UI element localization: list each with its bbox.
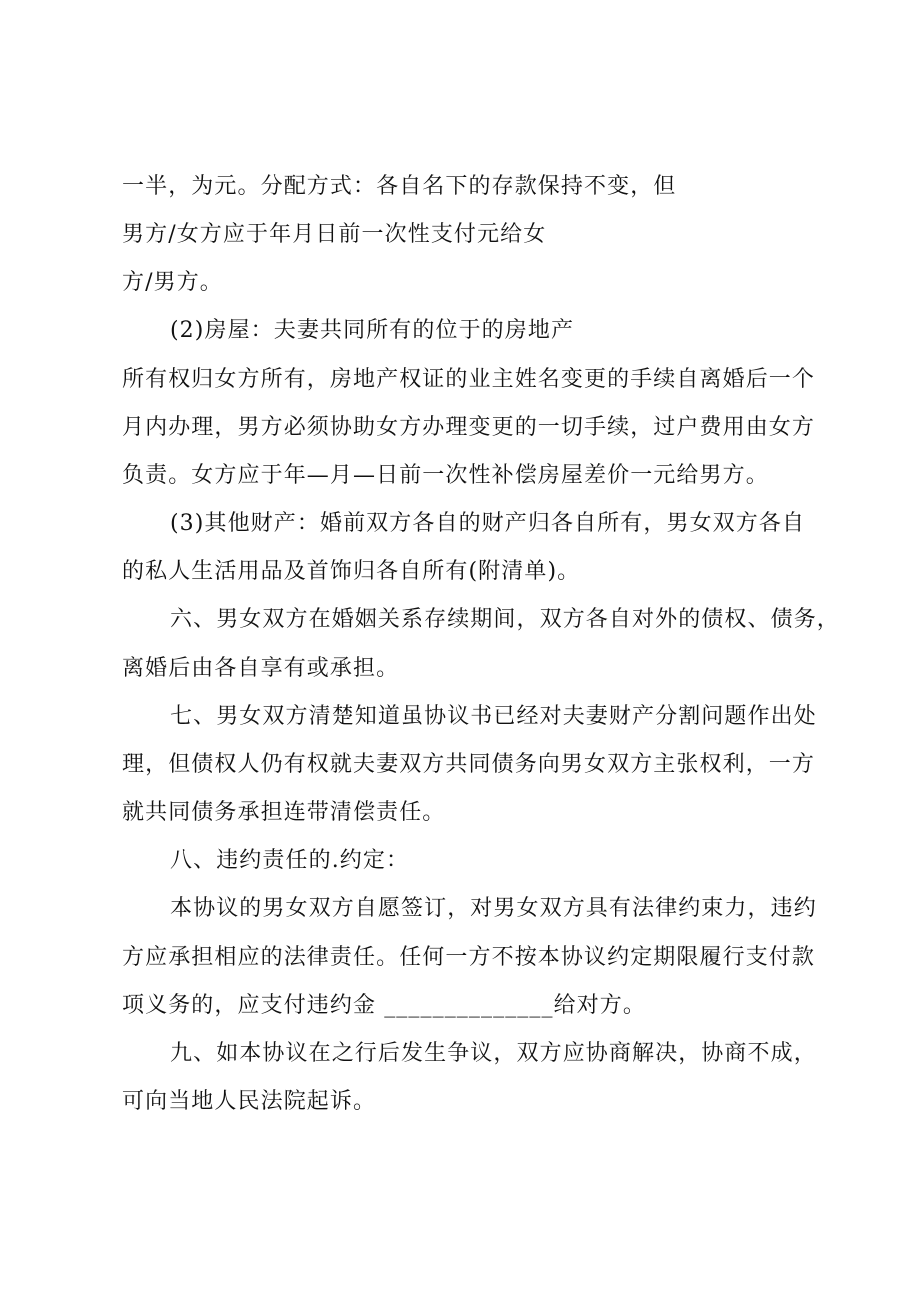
paragraph (122, 837, 882, 885)
paragraph (122, 500, 882, 596)
text-line: (2)房屋：夫妻共同所有的位于的房地产 (170, 318, 575, 344)
text-line: 负责。女方应于年—月—日前一次性补偿房屋差价一元给男方。 (122, 462, 769, 488)
text-line: 男方/女方应于年月日前一次性支付元给女 (122, 222, 547, 248)
text-line: 六、男女双方在婚姻关系存续期间，双方各自对外的债权、债务， (170, 607, 840, 633)
paragraph (122, 596, 882, 692)
text-line: 九、如本协议在之行后发生争议，双方应协商解决，协商不成， (170, 1040, 817, 1066)
paragraph (122, 693, 882, 837)
text-line: 本协议的男女双方自愿签订，对男女双方具有法律约束力，违约 (170, 896, 817, 922)
text-line: 就共同债务承担连带清偿责任。 (122, 800, 446, 826)
paragraph (122, 1030, 882, 1126)
text-line: 七、男女双方清楚知道虽协议书已经对夫妻财产分割问题作出处 (170, 703, 817, 729)
text-line: 一半，为元。分配方式：各自名下的存款保持不变，但 (122, 174, 677, 199)
text-line: 理，但债权人仍有权就夫妻双方共同债务向男女双方主张权利，一方 (122, 751, 816, 777)
paragraph (122, 885, 882, 1029)
text-line: 月内办理，男方必须协助女方办理变更的一切手续，过户费用由女方 (122, 414, 816, 440)
text-line: 可向当地人民法院起诉。 (122, 1088, 377, 1114)
text-line: 八、违约责任的.约定： (170, 848, 410, 874)
text-line: 项义务的，应支付违约金 ______________给对方。 (122, 992, 646, 1018)
text-line: 方/男方。 (122, 270, 223, 296)
text-line: (3)其他财产：婚前双方各自的财产归各自所有，男女双方各自 (170, 511, 806, 537)
paragraph (122, 307, 882, 500)
text-line: 方应承担相应的法律责任。任何一方不按本协议约定期限履行支付款 (122, 944, 816, 970)
text-line: 的私人生活用品及首饰归各自所有(附清单)。 (122, 559, 581, 585)
text-line: 所有权归女方所有，房地产权证的业主姓名变更的手续自离婚后一个 (122, 366, 816, 392)
text-line: 离婚后由各自享有或承担。 (122, 655, 400, 681)
paragraph (122, 163, 882, 307)
document-body (122, 163, 882, 1126)
